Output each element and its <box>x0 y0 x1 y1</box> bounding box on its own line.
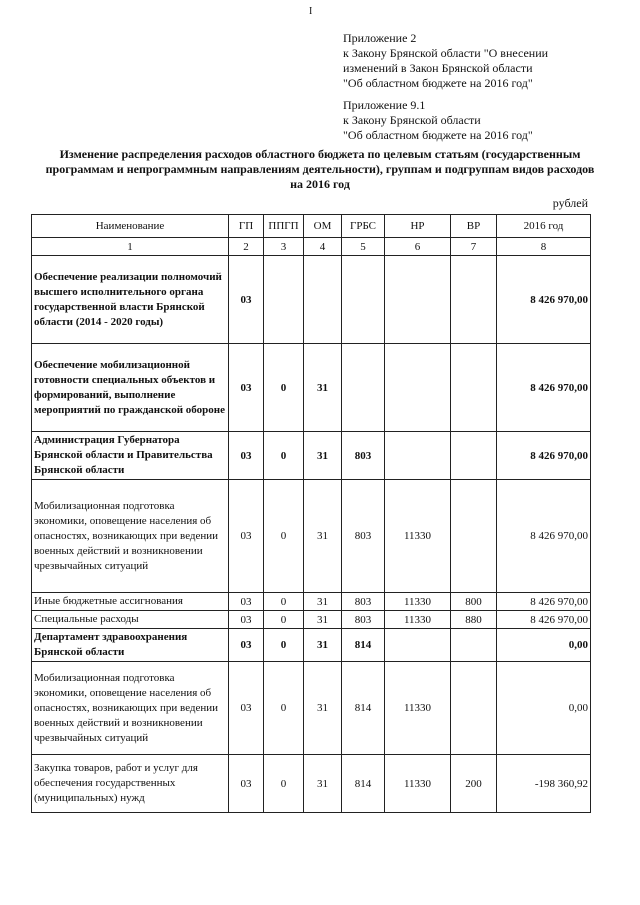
cell-name: Администрация Губернатора Брянской области и Правительства Брянской области <box>32 432 229 480</box>
cell-amount: 8 426 970,00 <box>497 432 591 480</box>
cell-gp: 03 <box>229 344 264 432</box>
cell-ppgp: 0 <box>264 611 304 629</box>
document-title: Изменение распределения расходов областного бюджета по целевым статьям (государственным программам и непрограммным направлениям деятельности), группам и подгруппам видов расходов на 2016 год <box>45 147 595 191</box>
appendix-2-line: изменений в Закон Брянской области <box>343 61 533 75</box>
column-index: 5 <box>342 238 385 256</box>
cell-nr: 11330 <box>385 611 451 629</box>
cell-om: 31 <box>304 432 342 480</box>
column-header-vr: ВР <box>451 215 497 238</box>
table-row <box>32 256 591 344</box>
cell-nr <box>385 629 451 662</box>
cell-grbs <box>342 344 385 432</box>
column-header-nr: НР <box>385 215 451 238</box>
cell-om: 31 <box>304 344 342 432</box>
cell-grbs: 803 <box>342 611 385 629</box>
cell-ppgp: 0 <box>264 593 304 611</box>
cell-om: 31 <box>304 629 342 662</box>
cell-om: 31 <box>304 662 342 755</box>
cell-ppgp: 0 <box>264 629 304 662</box>
column-index: 1 <box>32 238 229 256</box>
cell-vr <box>451 662 497 755</box>
cell-name: Мобилизационная подготовка экономики, оповещение населения об опасностях, возникающих при ведении военных действий и возникновении чрезвычайных ситуаций <box>32 662 229 755</box>
table-row <box>32 662 591 755</box>
cell-vr: 800 <box>451 593 497 611</box>
cell-amount: 8 426 970,00 <box>497 344 591 432</box>
column-header-gp: ГП <box>229 215 264 238</box>
cell-name: Специальные расходы <box>32 611 229 629</box>
cell-amount: 8 426 970,00 <box>497 611 591 629</box>
cell-nr: 11330 <box>385 755 451 813</box>
cell-vr <box>451 344 497 432</box>
cell-ppgp <box>264 256 304 344</box>
table-row <box>32 432 591 480</box>
appendix-9-1-line: к Закону Брянской области <box>343 113 481 127</box>
cell-grbs: 803 <box>342 480 385 593</box>
cell-gp: 03 <box>229 629 264 662</box>
cell-amount: 0,00 <box>497 662 591 755</box>
cell-amount: 8 426 970,00 <box>497 256 591 344</box>
cell-nr: 11330 <box>385 480 451 593</box>
appendix-2-line: "Об областном бюджете на 2016 год" <box>343 76 533 90</box>
cell-name: Закупка товаров, работ и услуг для обеспечения государственных (муниципальных) нужд <box>32 755 229 813</box>
column-header-om: ОМ <box>304 215 342 238</box>
cell-grbs: 814 <box>342 629 385 662</box>
cell-name: Иные бюджетные ассигнования <box>32 593 229 611</box>
cell-grbs <box>342 256 385 344</box>
column-header-year: 2016 год <box>497 215 591 238</box>
table-row <box>32 629 591 662</box>
cell-grbs: 814 <box>342 662 385 755</box>
column-header-grbs: ГРБС <box>342 215 385 238</box>
cell-gp: 03 <box>229 662 264 755</box>
cell-amount: 8 426 970,00 <box>497 593 591 611</box>
column-index: 3 <box>264 238 304 256</box>
page-mark: I <box>309 6 313 17</box>
column-index: 7 <box>451 238 497 256</box>
cell-amount: 8 426 970,00 <box>497 480 591 593</box>
column-index: 2 <box>229 238 264 256</box>
cell-om: 31 <box>304 755 342 813</box>
appendix-2-header <box>343 31 548 91</box>
table-row <box>32 480 591 593</box>
cell-nr <box>385 432 451 480</box>
cell-name: Департамент здравоохранения Брянской области <box>32 629 229 662</box>
cell-vr: 880 <box>451 611 497 629</box>
cell-nr: 11330 <box>385 662 451 755</box>
table-row <box>32 611 591 629</box>
cell-om: 31 <box>304 611 342 629</box>
cell-gp: 03 <box>229 755 264 813</box>
cell-name: Обеспечение мобилизационной готовности специальных объектов и формирований, выполнение мероприятий по гражданской обороне <box>32 344 229 432</box>
table-row <box>32 593 591 611</box>
cell-om <box>304 256 342 344</box>
cell-ppgp: 0 <box>264 662 304 755</box>
column-index: 4 <box>304 238 342 256</box>
column-header-ppgp: ППГП <box>264 215 304 238</box>
cell-nr <box>385 344 451 432</box>
cell-om: 31 <box>304 593 342 611</box>
column-index-row <box>32 238 591 256</box>
appendix-9-1-line: Приложение 9.1 <box>343 98 426 112</box>
appendix-9-1-line: "Об областном бюджете на 2016 год" <box>343 128 533 142</box>
cell-grbs: 803 <box>342 593 385 611</box>
cell-amount: -198 360,92 <box>497 755 591 813</box>
cell-name: Обеспечение реализации полномочий высшего исполнительного органа государственной власти Брянской области (2014 - 2020 годы) <box>32 256 229 344</box>
cell-gp: 03 <box>229 432 264 480</box>
appendix-2-line: Приложение 2 <box>343 31 417 45</box>
cell-vr <box>451 432 497 480</box>
cell-gp: 03 <box>229 611 264 629</box>
cell-om: 31 <box>304 480 342 593</box>
cell-grbs: 814 <box>342 755 385 813</box>
cell-gp: 03 <box>229 593 264 611</box>
cell-nr <box>385 256 451 344</box>
cell-ppgp: 0 <box>264 432 304 480</box>
cell-gp: 03 <box>229 480 264 593</box>
table-row <box>32 344 591 432</box>
cell-gp: 03 <box>229 256 264 344</box>
column-index: 6 <box>385 238 451 256</box>
appendix-2-line: к Закону Брянской области "О внесении <box>343 46 549 60</box>
column-index: 8 <box>497 238 591 256</box>
cell-vr <box>451 629 497 662</box>
appendix-9-1-header <box>343 98 533 143</box>
cell-ppgp: 0 <box>264 480 304 593</box>
cell-ppgp: 0 <box>264 344 304 432</box>
cell-nr: 11330 <box>385 593 451 611</box>
cell-vr: 200 <box>451 755 497 813</box>
cell-ppgp: 0 <box>264 755 304 813</box>
budget-table <box>31 214 591 813</box>
cell-name: Мобилизационная подготовка экономики, оповещение населения об опасностях, возникающих при ведении военных действий и возникновении чрезвычайных ситуаций <box>32 480 229 593</box>
table-header-row <box>32 215 591 238</box>
cell-amount: 0,00 <box>497 629 591 662</box>
cell-vr <box>451 256 497 344</box>
cell-grbs: 803 <box>342 432 385 480</box>
currency-unit: рублей <box>552 196 588 210</box>
table-row <box>32 755 591 813</box>
cell-vr <box>451 480 497 593</box>
column-header-name: Наименование <box>32 215 229 238</box>
